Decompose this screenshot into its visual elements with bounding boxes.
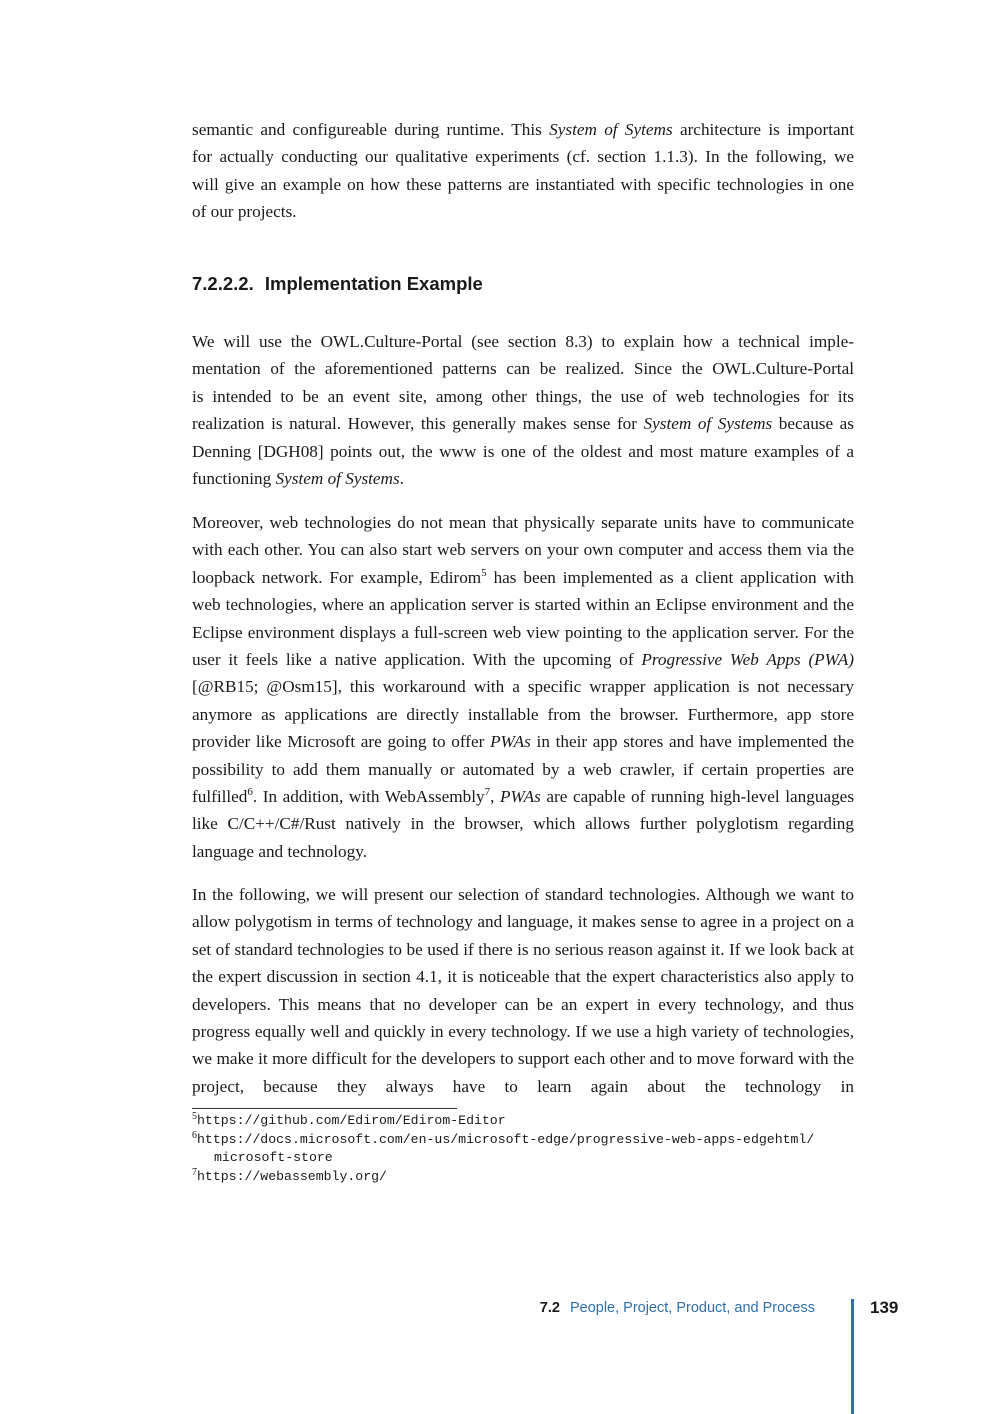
running-footer <box>540 1300 815 1316</box>
footnote-6: $^6$https://docs.microsoft.com/en-us/microsoft-edge/progressive-web-apps-edgehtml/ <box>192 1129 815 1147</box>
footnote-link[interactable]: https://docs.microsoft.com/en-us/microsoft-edge/progressive-web-apps-edgehtml/ <box>197 1131 815 1147</box>
paragraph-web-technologies: Moreover, web technologies do not mean that physically separate units have to communicate with each other. You can also start web servers on your own computer and access them via the loopback network. For example, Edirom$^5$ has been implemented as a client application with web technologies, where an application server is started within an Eclipse environment and the Eclipse environment displays a full-screen web view pointing to the application server. For the user it feels like a native application. With the upcoming of Progressive Web Apps (PWA) [@RB15; @Osm15], this workaround with a specific wrapper application is not necessary anymore as applications are directly installable from the browser. Furthermore, app store provider like Microsoft are going to offer PWAs in their app stores and have implemented the possibility to add them manually or automated by a web crawler, if certain properties are fulfilled$^6$. In addition, with WebAssembly$^7$, PWAs are capable of running high-level languages like C/C++/C#/Rust natively in the browser, which allows further polyglotism regarding language and technology. <box>192 513 855 861</box>
footnote-link[interactable]: https://webassembly.org/ <box>197 1168 387 1184</box>
footnote-ref-5[interactable]: 5 <box>481 566 487 579</box>
text-line: of our projects. <box>192 202 297 222</box>
text-line: Denning [DGH08] points out, the www is one of the oldest and most mature examples of a <box>192 441 854 461</box>
text-line: is intended to be an event site, among other things, the use of web technologies for its <box>192 386 854 406</box>
section-number: 7.2.2.2. <box>192 273 254 294</box>
footnotes <box>192 1112 892 1186</box>
text-line: functioning System of Systems. <box>192 469 404 489</box>
section-heading <box>192 272 483 296</box>
footnote-link[interactable]: https://github.com/Edirom/Edirom-Editor <box>197 1113 506 1128</box>
footnote-6-continuation[interactable]: microsoft-store <box>214 1150 333 1165</box>
footer-section-title: People, Project, Product, and Process <box>569 1300 815 1316</box>
footer-section-number: 7.2 <box>539 1300 560 1316</box>
text-line: for actually conducting our qualitative experiments (cf. section 1.1.3). In the following, we <box>192 147 854 167</box>
footnote-7: $^7$https://webassembly.org/ <box>192 1166 387 1184</box>
footnote-5: $^5$https://github.com/Edirom/Edirom-Editor <box>192 1111 506 1128</box>
text-line: realization is natural. However, this generally makes sense for System of Systems because as <box>192 414 854 434</box>
page-number: 139 <box>870 1298 899 1317</box>
text-line: We will use the OWL.Culture-Portal (see section 8.3) to explain how a technical imple- <box>192 332 854 351</box>
section-title: Implementation Example <box>264 273 483 294</box>
text-line: mentation of the aforementioned patterns can be realized. Since the OWL.Culture-Portal <box>192 359 854 379</box>
text-line: will give an example on how these patterns are instantiated with specific technologies in one <box>192 174 854 194</box>
footnote-ref-7[interactable]: 7 <box>484 786 491 799</box>
text-line: semantic and configureable during runtime. This System of Sytems architecture is important <box>192 120 854 139</box>
paragraph-standard-technologies: In the following, we will present our selection of standard technologies. Although we want to allow polygotism in terms of technology and language, it makes sense to agree in a project on a set of standard technologies to be used if there is no serious reason against it. If we look back at the expert discussion in section 4.1, it is noticeable that the expert characteristics also apply to developers. This means that no developer can be an expert in every technology, and thus progress equally well and quickly in every technology. If we use a high variety of technologies, we make it more difficult for the developers to support each other and to move forward with the project, because they always have to learn again about the technology in <box>192 885 854 1096</box>
footer-accent-bar <box>851 1299 854 1414</box>
footnote-rule <box>192 1108 457 1109</box>
footnote-ref-6[interactable]: 6 <box>247 786 253 799</box>
paragraph-continuation <box>192 116 854 226</box>
paragraph-owl-portal <box>192 328 854 492</box>
